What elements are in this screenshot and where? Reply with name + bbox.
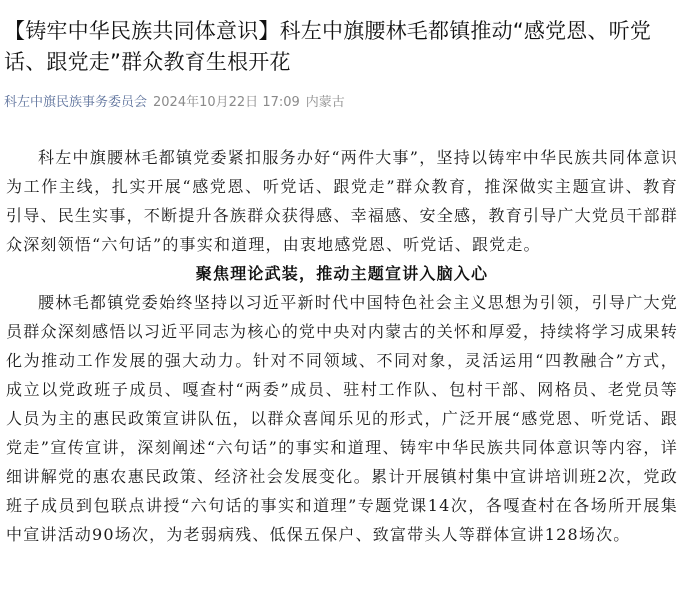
intro-paragraph: 科左中旗腰林毛都镇党委紧扣服务办好“两件大事”，坚持以铸牢中华民族共同体意识为工作主线，扎实开展“感党恩、听党话、跟党走”群众教育，推深做实主题宣讲、教育引导、民生实事，不断提升各族群众获得感、幸福感、安全感，教育引导广大党员干部群众深刻领悟“六句话”的事实和道理，由衷地感党恩、听党话、跟党走。 bbox=[6, 148, 678, 254]
section-heading: 聚焦理论武装，推动主题宣讲入脑入心 bbox=[195, 264, 489, 283]
article-title: 【铸牢中华民族共同体意识】科左中旗腰林毛都镇推动“感党恩、听党话、跟党走”群众教育生根开花 bbox=[4, 19, 652, 74]
article-meta bbox=[4, 94, 345, 112]
region-label: 内蒙古 bbox=[305, 95, 345, 110]
section-paragraph: 腰林毛都镇党委始终坚持以习近平新时代中国特色社会主义思想为引领，引导广大党员群众深刻感悟以习近平同志为核心的党中央对内蒙古的关怀和厚爱，持续将学习成果转化为推动工作发展的强大动力。针对不同领域、不同对象，灵活运用“四教融合”方式，成立以党政班子成员、嘎查村“两委”成员、驻村工作队、包村干部、网格员、老党员等人员为主的惠民政策宣讲队伍，以群众喜闻乐见的形式，广泛开展“感党恩、听党话、跟党走”宣传宣讲，深刻阐述“六句话”的事实和道理、铸牢中华民族共同体意识等内容，详细讲解党的惠农惠民政策、经济社会发展变化。累计开展镇村集中宣讲培训班2次，党政班子成员到包联点讲授“六句话的事实和道理”专题党课14次，各嘎查村在各场所开展集中宣讲活动90场次，为老弱病残、低保五保户、致富带头人等群体宣讲128场次。 bbox=[6, 293, 678, 544]
publish-date: 2024年10月22日 17:09 bbox=[153, 95, 300, 110]
source-link[interactable]: 科左中旗民族事务委员会 bbox=[4, 95, 148, 110]
article-body bbox=[6, 143, 678, 549]
